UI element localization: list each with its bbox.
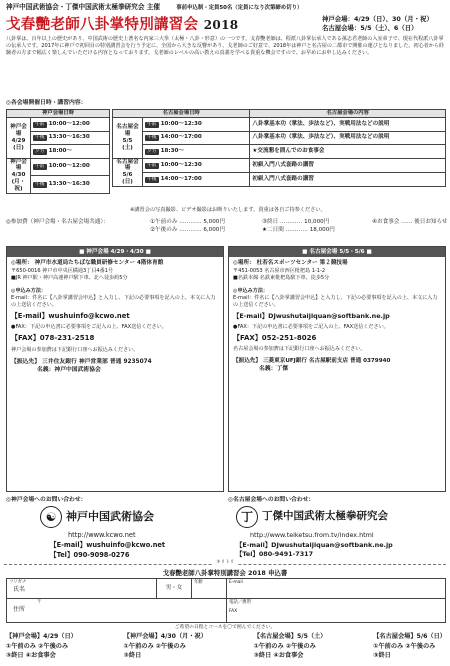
pm-tag: 午後 <box>35 135 45 141</box>
nagoya-tel: 【Tel】080-9491-7317 <box>236 550 314 559</box>
kobe-col-header: ■ 神戸会場 4/29・4/30 ■ <box>7 247 223 257</box>
age-cell[interactable] <box>192 579 227 599</box>
postal-label: 〒 <box>37 600 42 605</box>
title-text: 戈春艷老師八卦掌特別講習会 <box>6 16 199 33</box>
kobe-apply-text: E-mail：件名に【八卦掌講習会申込】と入力し、下記の必要事項を記入の上、本文に入力の上送信ください。 <box>11 294 216 308</box>
pm-tag: 午後 <box>147 135 157 141</box>
fee-column-2 <box>262 218 335 235</box>
kobe-apply-heading: ◎申込み方法： <box>11 287 47 294</box>
nagoya-bank-name: 名義：丁傑 <box>259 366 288 373</box>
gender-options: 男・女 <box>165 585 183 592</box>
kobe-email[interactable]: 【E-mail】wushuinfo@kcwo.net <box>11 311 130 320</box>
kobe-venue-note: ■JR 神戸駅・神戸高速神戸駅下車、北へ徒歩約5分 <box>11 274 128 281</box>
fee-two-days: ★二日間 ………… 18,000円 <box>262 227 335 234</box>
intro-text: 八卦掌は、百年以上の歴史があり、中国武術の歴史上著名な内家三大拳（太極・八卦・形意）の一つです。戈春艷老師は、程派八卦掌伝承人である孫志君老師の入室弟子で、現在代程派八卦掌の伝承人です。2017年に神戸で初回目の特別講習会を行う予定に、全国から大きな反響があり、戈老師のご好意で、2018年は神戸と名古屋の二都市で開催の運びとなりました。初心者から経験者の方まで幅広く楽しんでいただける内容となっております。戈老師のレベルの高い教えの真義を学べる貴重な機会ですので、お早めにお申し込みください。 <box>6 36 445 57</box>
nagoya-venue-note: ■名鉄本線 名鉄東枇杷島駅下車、徒歩5分 <box>233 274 330 281</box>
nagoya-pay-note: 名古屋会場の参加費は下記銀行口座へお振込みください。 <box>233 346 366 353</box>
course-choices <box>6 632 446 661</box>
fee-morning: ①午前のみ ………… 5,000円 <box>150 219 225 225</box>
dates-kobe: 神戸会場：4/29（日）、30（月・祝） <box>322 15 433 23</box>
pm-tag: 午後 <box>147 177 157 183</box>
nagoya-apply-text: E-mail：件名に【八卦掌講習会申込】と入力し、下記の必要事項を記入の上、本文に入力の上送信ください。 <box>233 294 438 308</box>
kobe-bank: 三井住友銀行 神戸営業部 普通 9235074 <box>42 358 152 365</box>
kobe-schedule-head: 神戸会場日時 <box>7 110 110 118</box>
choice-nagoya-0505[interactable]: 【名古屋会場】5/5（土） ①午前のみ ②午後のみ ③終日 ④お食事会 <box>253 633 327 660</box>
pm-tag: 午後 <box>35 182 45 188</box>
content-head: 名古屋会場の内容 <box>250 110 446 118</box>
am-tag: 午前 <box>35 121 45 127</box>
address-cell[interactable] <box>7 599 227 623</box>
nagoya-col-header: ■ 名古屋会場 5/5・5/6 ■ <box>229 247 445 257</box>
nagoya-day1-date: 名古屋会場 5/5 (土) <box>113 118 143 159</box>
fee-dinner: ④お食事会 …… 後日お知らせ <box>372 219 448 225</box>
address-label: 住所 <box>13 605 26 613</box>
age-label: 年齢 <box>194 580 203 585</box>
page-title <box>6 16 238 34</box>
phone-label: 電話／携帯 <box>229 600 251 605</box>
nagoya-schedule-head: 名古屋会場日時 <box>113 110 250 118</box>
nagoya-venue-addr: 〒451-0053 名古屋市西区枇杷島 1-1-2 <box>233 267 326 274</box>
table-row <box>113 118 446 132</box>
schedule-heading: ◎各会場開催日時・講習内容： <box>6 100 87 106</box>
gender-cell[interactable] <box>157 579 192 599</box>
select-note: ご希望の日程とコースを〇で囲んでください。 <box>174 625 276 630</box>
kobe-bank-name: 名義：神戸中国武術協会 <box>37 366 101 373</box>
phone-fax-cell[interactable] <box>227 599 446 623</box>
kobe-mail[interactable]: 【E-mail】wushuinfo@kcwo.net <box>50 540 166 549</box>
time-slot: 14:00～17:00 <box>160 176 202 183</box>
title-year: 2018 <box>203 18 239 32</box>
content-cell: 初級入門八式套路の講習 <box>250 158 446 172</box>
fee-label: ◎参加費（神戸会場・名古屋会場共通）： <box>6 219 109 225</box>
ev-tag: 夕方 <box>147 148 157 154</box>
kobe-contact-details <box>50 531 165 561</box>
application-form <box>6 578 446 623</box>
fax-label: FAX <box>229 608 238 614</box>
time-slot: 10:00～12:30 <box>160 161 202 168</box>
schedule-note: ※講習会の写真撮影、ビデオ撮影はお断りいたします。貴重は各自ご持参ください。 <box>130 207 326 213</box>
choice-nagoya-0506[interactable]: 【名古屋会場】5/6（日） ①午前のみ ②午後のみ ③終日 <box>373 633 446 660</box>
kobe-day1-date: 神戸会場 4/29 (日) <box>7 118 31 159</box>
kobe-fax: 【FAX】078-231-2518 <box>11 334 95 343</box>
table-row <box>113 172 446 186</box>
nagoya-info-box <box>228 246 446 492</box>
capacity-text: 事前申込制・定員50名（定員になり次第締め切り） <box>176 5 303 11</box>
am-tag: 午前 <box>147 121 157 127</box>
nagoya-web[interactable]: http://www.teiketsu.from.tv/index.html <box>250 531 374 539</box>
time-slot: 10:00～12:00 <box>48 163 90 170</box>
fee-column-1 <box>150 218 225 235</box>
kobe-info-box <box>6 246 224 492</box>
name-cell[interactable] <box>7 579 157 599</box>
nagoya-logo: 丁 <box>236 506 258 528</box>
choice-kobe-0430[interactable]: 【神戸会場】4/30（月・祝） ①午前のみ ②午後のみ ③終日 <box>123 633 207 660</box>
kobe-bank-heading: 【振込先】 <box>11 358 40 365</box>
table-row <box>7 118 110 132</box>
kobe-tel: 【Tel】090-9098-0276 <box>50 550 130 559</box>
organizer-line <box>6 3 446 12</box>
content-cell: ★交流懇を囲んでのお食事会 <box>250 145 446 159</box>
time-slot: 18:00～ <box>48 147 73 154</box>
table-row <box>7 158 110 176</box>
nagoya-bank: 三菱東京UFJ銀行 名古屋駅前支店 普通 0379940 <box>262 358 391 365</box>
time-slot: 13:30～16:30 <box>48 134 90 141</box>
am-tag: 午前 <box>35 164 45 170</box>
kobe-web[interactable]: http://www.kcwo.net <box>68 531 136 539</box>
time-slot: 18:30～ <box>160 147 185 154</box>
furigana-label: フリガナ <box>9 580 27 585</box>
kobe-fax-note: ●FAX：下記の申込書に必要事項をご記入の上、FAX送信ください。 <box>11 324 167 331</box>
event-dates <box>322 15 433 34</box>
nagoya-fax-note: ●FAX：下記の申込書に必要事項をご記入の上、FAX送信ください。 <box>233 323 389 330</box>
dates-nagoya: 名古屋会場：5/5（土）、6（日） <box>322 24 418 33</box>
nagoya-fax: 【FAX】052-251-8026 <box>233 333 317 342</box>
nagoya-contact-label: ◎名古屋会場へのお問い合わせ： <box>228 497 315 503</box>
nagoya-mail[interactable]: 【E-mail】DJwushutaijiquan@softbank.ne.jp <box>236 540 393 549</box>
content-cell: 初級入門八式套路の講習 <box>250 172 446 186</box>
am-tag: 午前 <box>147 162 157 168</box>
nagoya-apply-heading: ◎申込み方法： <box>233 287 269 294</box>
ev-tag: 夕方 <box>35 148 45 154</box>
table-row <box>113 131 446 145</box>
time-slot: 13:30～16:30 <box>48 181 90 188</box>
kobe-pay-note: 神戸会場の参加費は下記銀行口座へお振込みください。 <box>11 346 139 353</box>
kobe-day2-date: 神戸会場 4/30 (月・祝) <box>7 158 31 194</box>
table-row <box>113 145 446 159</box>
kobe-logo: ☯ <box>40 506 62 528</box>
fee-afternoon: ②午後のみ ………… 6,000円 <box>150 227 225 234</box>
cut-label: キリトリ <box>213 560 237 566</box>
content-cell: 八卦掌基本功（掌法、歩法など）、実戦用法などの説明 <box>250 131 446 145</box>
time-slot: 14:00～17:00 <box>160 134 202 141</box>
nagoya-day2-date: 名古屋会場 5/6 (日) <box>113 158 143 187</box>
time-slot: 10:00～12:30 <box>160 120 202 127</box>
kobe-venue: ◎場所： 神戸市水道局たちばな職員研修センター 4階体育館 <box>11 260 164 266</box>
email-label: E-mail <box>229 580 243 585</box>
nagoya-bank-heading: 【振込先】 <box>233 358 261 365</box>
choice-kobe-0429[interactable]: 【神戸会場】4/29（日） ①午前のみ ②午後のみ ③終日 ④お食事会 <box>6 633 77 660</box>
form-title: 戈春艷老師八卦掌特別講習会 2018 申込書 <box>162 569 288 577</box>
nagoya-contact-details <box>236 531 393 560</box>
kobe-contact-label: ◎神戸会場へのお問い合わせ： <box>6 497 87 503</box>
kobe-schedule-table <box>6 109 110 194</box>
kobe-org-name: 神戸中国武術協会 <box>66 510 154 524</box>
kobe-org-block <box>40 506 154 528</box>
nagoya-venue: ◎場所： 杜若名スポーツセンター 第２競技場 <box>233 260 348 266</box>
nagoya-email[interactable]: 【E-mail】DJwushutaijiquan@softbank.ne.jp <box>233 311 390 320</box>
table-row <box>113 158 446 172</box>
kobe-venue-addr: 〒650-0016 神戸市中央区橘通3丁目4番1号 <box>11 267 114 274</box>
nagoya-org-block <box>236 506 388 528</box>
organizers-text: 神戸中国武術協会・丁傑中国武術太極拳研究会 主催 <box>6 3 160 11</box>
nagoya-org-name: 丁傑中国武術太極拳研究会 <box>262 510 388 523</box>
time-slot: 10:00～12:00 <box>48 120 90 127</box>
name-label: 氏名 <box>13 585 26 593</box>
nagoya-schedule-table <box>112 109 446 187</box>
email-cell[interactable] <box>227 579 446 599</box>
content-cell: 八卦掌基本功（掌法、歩法など）、実戦用法などの説明 <box>250 118 446 132</box>
fee-full: ③終日 ………… 10,000円 <box>262 219 330 225</box>
